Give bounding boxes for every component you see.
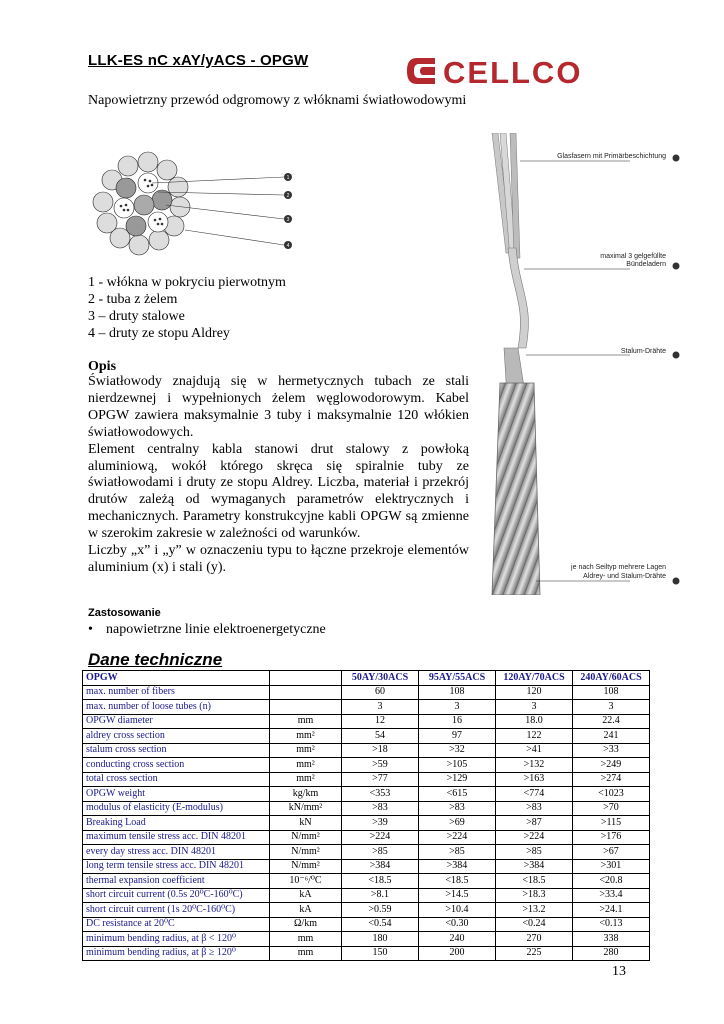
parameter-cell: aldrey cross section	[83, 729, 270, 744]
value-cell: >24.1	[573, 903, 650, 918]
value-cell: 180	[342, 932, 419, 947]
column-header: OPGW	[83, 671, 270, 686]
parameter-cell: total cross section	[83, 772, 270, 787]
unit-cell: N/mm²	[270, 830, 342, 845]
column-header: 95AY/55ACS	[419, 671, 496, 686]
column-header: 120AY/70ACS	[496, 671, 573, 686]
tech-data-heading: Dane techniczne	[88, 650, 223, 669]
value-cell: 200	[419, 946, 496, 961]
legend-item: 4 – druty ze stopu Aldrey	[88, 326, 230, 341]
table-row	[83, 758, 650, 773]
value-cell: <20.8	[573, 874, 650, 889]
figure-label-fibers: Glasfasern mit Primärbeschichtung	[557, 153, 666, 160]
unit-cell	[270, 700, 342, 715]
bullet-icon: •	[88, 622, 93, 637]
unit-cell: mm²	[270, 758, 342, 773]
parameter-cell: thermal expansion coefficient	[83, 874, 270, 889]
page-number: 13	[612, 964, 626, 979]
parameter-cell: short circuit current (0.5s 20⁰C-160⁰C)	[83, 888, 270, 903]
parameter-cell: Breaking Load	[83, 816, 270, 831]
unit-cell: kg/km	[270, 787, 342, 802]
value-cell: >224	[496, 830, 573, 845]
table-row	[83, 932, 650, 947]
table-row	[83, 845, 650, 860]
unit-cell: kN/mm²	[270, 801, 342, 816]
unit-cell: mm²	[270, 772, 342, 787]
column-header: 240AY/60ACS	[573, 671, 650, 686]
parameter-cell: conducting cross section	[83, 758, 270, 773]
value-cell: >8.1	[342, 888, 419, 903]
value-cell: >301	[573, 859, 650, 874]
parameter-cell: minimum bending radius, at β < 120⁰	[83, 932, 270, 947]
table-row	[83, 772, 650, 787]
value-cell: 240	[419, 932, 496, 947]
table-header-row	[83, 671, 650, 686]
unit-cell: mm	[270, 946, 342, 961]
description-paragraph: Światłowody znajdują się w hermetycznych tubach ze stali nierdzewnej i wypełnionych żelem węglowodorowym. Kabel OPGW zawiera maksymalnie 3 tuby i maksymalnie 120 włókien światłowodowych.	[88, 374, 469, 440]
value-cell: >132	[496, 758, 573, 773]
column-header	[270, 671, 342, 686]
value-cell: <18.5	[419, 874, 496, 889]
figure-label-layers-2: Aldrey- und Stalum-Drähte	[583, 573, 666, 580]
marker-2: 2	[286, 193, 290, 199]
value-cell: 3	[496, 700, 573, 715]
figure-label-tubes-1: maximal 3 gelgefüllte	[600, 253, 666, 260]
marker-4: 4	[286, 243, 290, 249]
value-cell: >85	[419, 845, 496, 860]
value-cell: >224	[342, 830, 419, 845]
figure-label-stalum: Stalum-Drähte	[620, 348, 666, 355]
column-header: 50AY/30ACS	[342, 671, 419, 686]
value-cell: <353	[342, 787, 419, 802]
value-cell: 3	[419, 700, 496, 715]
value-cell: 150	[342, 946, 419, 961]
parameter-cell: max. number of loose tubes (n)	[83, 700, 270, 715]
unit-cell	[270, 685, 342, 700]
value-cell: >83	[342, 801, 419, 816]
cable-illustration	[490, 133, 690, 595]
value-cell: >18	[342, 743, 419, 758]
value-cell: 280	[573, 946, 650, 961]
unit-cell: mm	[270, 932, 342, 947]
parameter-cell: modulus of elasticity (E-modulus)	[83, 801, 270, 816]
value-cell: >18.3	[496, 888, 573, 903]
unit-cell: mm²	[270, 743, 342, 758]
value-cell: 108	[573, 685, 650, 700]
legend-list	[88, 274, 286, 342]
value-cell: <774	[496, 787, 573, 802]
value-cell: 60	[342, 685, 419, 700]
value-cell: <1023	[573, 787, 650, 802]
value-cell: <615	[419, 787, 496, 802]
table-row	[83, 787, 650, 802]
description-body	[88, 374, 469, 577]
table-row	[83, 714, 650, 729]
value-cell: >69	[419, 816, 496, 831]
value-cell: 270	[496, 932, 573, 947]
parameter-cell: every day stress acc. DIN 48201	[83, 845, 270, 860]
value-cell: <0.30	[419, 917, 496, 932]
value-cell: >59	[342, 758, 419, 773]
value-cell: >33.4	[573, 888, 650, 903]
value-cell: >163	[496, 772, 573, 787]
value-cell: >384	[496, 859, 573, 874]
value-cell: 225	[496, 946, 573, 961]
value-cell: <0.13	[573, 917, 650, 932]
value-cell: <0.24	[496, 917, 573, 932]
tech-data-table	[82, 670, 650, 961]
parameter-cell: OPGW weight	[83, 787, 270, 802]
value-cell: 3	[342, 700, 419, 715]
table-row	[83, 859, 650, 874]
value-cell: 22.4	[573, 714, 650, 729]
table-row	[83, 903, 650, 918]
legend-item: 1 - włókna w pokryciu pierwotnym	[88, 275, 286, 290]
table-row	[83, 743, 650, 758]
table-row	[83, 816, 650, 831]
unit-cell: mm²	[270, 729, 342, 744]
parameter-cell: max. number of fibers	[83, 685, 270, 700]
unit-cell: mm	[270, 714, 342, 729]
value-cell: >384	[342, 859, 419, 874]
value-cell: >39	[342, 816, 419, 831]
value-cell: <0.54	[342, 917, 419, 932]
table-row	[83, 874, 650, 889]
description-paragraph: Element centralny kabla stanowi drut stalowy z powłoką aluminiową, wokół którego skręca się spiralnie tuby ze światłowodami i druty ze stopu Aldrey. Liczba, materiał i przekrój drutów zależą od wymaganych parametrów elektrycznych i mechanicznych. Parametry konstrukcyjne kabli OPGW są zmienne w szerokim zakresie w zależności od warunków.	[88, 441, 469, 542]
table-row	[83, 830, 650, 845]
marker-1: 1	[286, 175, 290, 181]
value-cell: >14.5	[419, 888, 496, 903]
value-cell: >85	[496, 845, 573, 860]
value-cell: >83	[496, 801, 573, 816]
value-cell: >176	[573, 830, 650, 845]
value-cell: >33	[573, 743, 650, 758]
figure-label-tubes-2: Bündeladern	[626, 261, 666, 268]
value-cell: >10.4	[419, 903, 496, 918]
value-cell: >249	[573, 758, 650, 773]
value-cell: <18.5	[496, 874, 573, 889]
unit-cell: Ω/km	[270, 917, 342, 932]
unit-cell: kA	[270, 888, 342, 903]
usage-item-text: napowietrzne linie elektroenergetyczne	[106, 622, 326, 637]
value-cell: >129	[419, 772, 496, 787]
value-cell: >41	[496, 743, 573, 758]
parameter-cell: DC resistance at 20⁰C	[83, 917, 270, 932]
value-cell: >83	[419, 801, 496, 816]
value-cell: <18.5	[342, 874, 419, 889]
value-cell: >274	[573, 772, 650, 787]
unit-cell: N/mm²	[270, 859, 342, 874]
value-cell: >0.59	[342, 903, 419, 918]
value-cell: >384	[419, 859, 496, 874]
legend-item: 3 – druty stalowe	[88, 309, 185, 324]
description-heading: Opis	[88, 359, 117, 374]
value-cell: >115	[573, 816, 650, 831]
value-cell: 97	[419, 729, 496, 744]
value-cell: >13.2	[496, 903, 573, 918]
value-cell: >105	[419, 758, 496, 773]
unit-cell: N/mm²	[270, 845, 342, 860]
value-cell: 120	[496, 685, 573, 700]
value-cell: 338	[573, 932, 650, 947]
description-paragraph: Liczby „x” i „y” w oznaczeniu typu to łączne przekroje elementów aluminium (x) i stali (y).	[88, 543, 469, 575]
parameter-cell: maximum tensile stress acc. DIN 48201	[83, 830, 270, 845]
value-cell: >77	[342, 772, 419, 787]
table-row	[83, 700, 650, 715]
parameter-cell: OPGW diameter	[83, 714, 270, 729]
table-row	[83, 801, 650, 816]
cable-cross-section-diagram	[88, 150, 308, 260]
value-cell: >70	[573, 801, 650, 816]
table-row	[83, 946, 650, 961]
table-row	[83, 729, 650, 744]
usage-list	[88, 622, 326, 638]
value-cell: 54	[342, 729, 419, 744]
value-cell: >87	[496, 816, 573, 831]
parameter-cell: short circuit current (1s 20⁰C-160⁰C)	[83, 903, 270, 918]
list-item	[88, 622, 326, 638]
value-cell: 16	[419, 714, 496, 729]
value-cell: 122	[496, 729, 573, 744]
value-cell: 18.0	[496, 714, 573, 729]
unit-cell: 10⁻⁶/⁰C	[270, 874, 342, 889]
value-cell: >67	[573, 845, 650, 860]
unit-cell: kA	[270, 903, 342, 918]
marker-3: 3	[286, 217, 290, 223]
usage-heading: Zastosowanie	[88, 607, 161, 619]
legend-item: 2 - tuba z żelem	[88, 292, 178, 307]
subtitle: Napowietrzny przewód odgromowy z włóknami światłowodowymi	[88, 93, 467, 108]
table-row	[83, 888, 650, 903]
value-cell: >85	[342, 845, 419, 860]
logo-text: CELLCO	[443, 55, 583, 88]
parameter-cell: stalum cross section	[83, 743, 270, 758]
value-cell: >32	[419, 743, 496, 758]
parameter-cell: minimum bending radius, at β ≥ 120⁰	[83, 946, 270, 961]
document-title: LLK-ES nC xAY/yACS - OPGW	[88, 52, 309, 69]
unit-cell: kN	[270, 816, 342, 831]
figure-label-layers-1: je nach Seiltyp mehrere Lagen	[571, 564, 666, 571]
table-row	[83, 685, 650, 700]
value-cell: >224	[419, 830, 496, 845]
value-cell: 12	[342, 714, 419, 729]
value-cell: 3	[573, 700, 650, 715]
parameter-cell: long term tensile stress acc. DIN 48201	[83, 859, 270, 874]
cellco-logo	[405, 54, 625, 88]
value-cell: 241	[573, 729, 650, 744]
table-row	[83, 917, 650, 932]
value-cell: 108	[419, 685, 496, 700]
